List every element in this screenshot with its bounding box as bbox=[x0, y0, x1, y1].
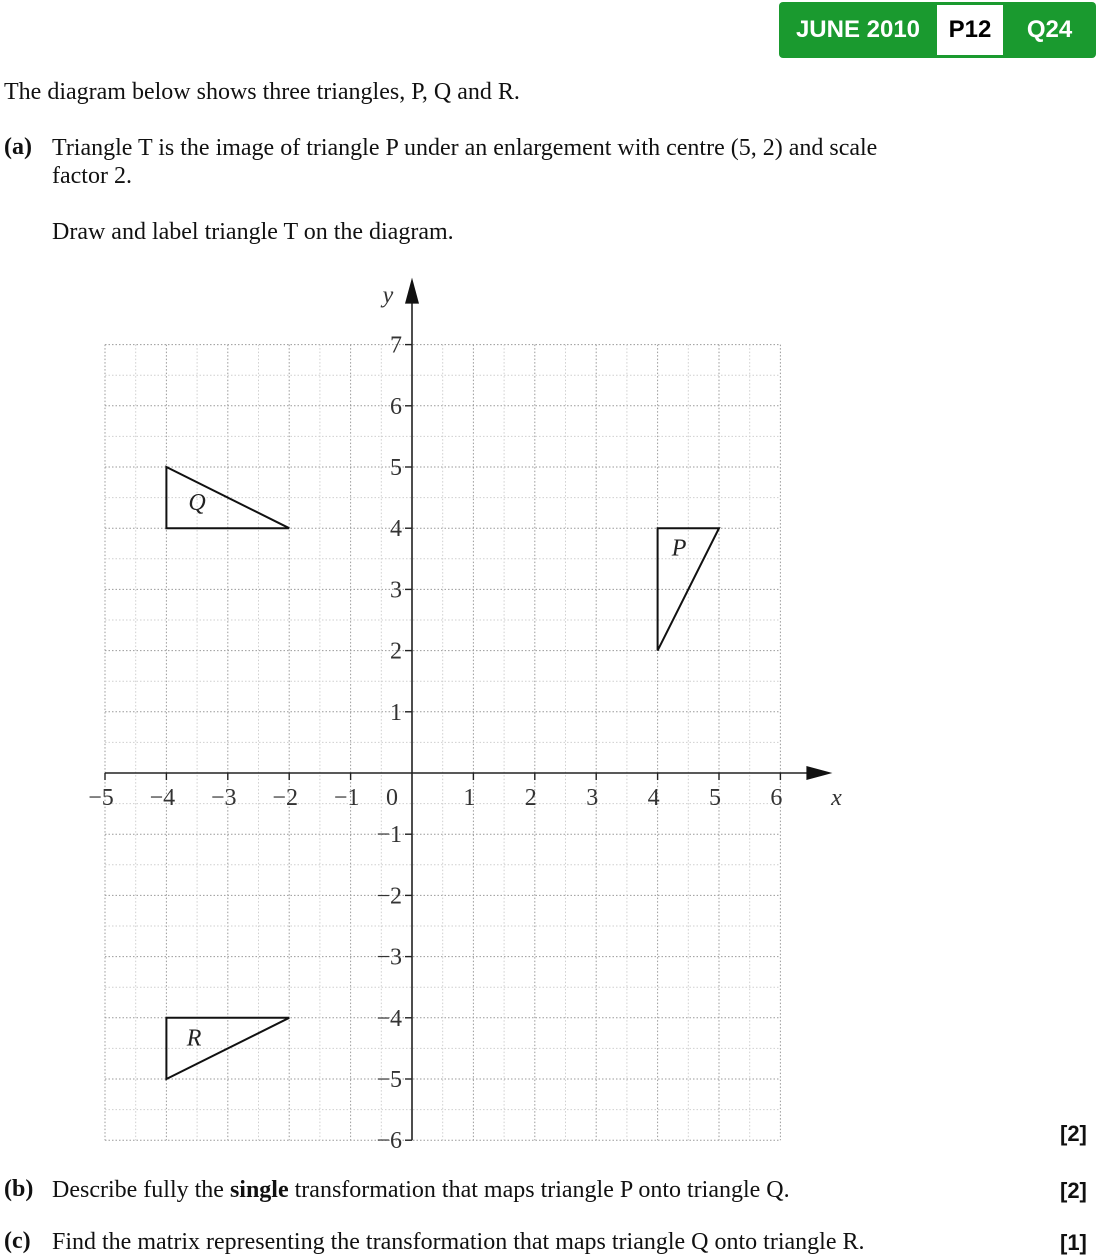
part-b-text-post: transformation that maps triangle P onto triangle Q. bbox=[294, 1177, 790, 1203]
part-b-text-bold: single bbox=[229, 1177, 289, 1203]
y-tick-label: −3 bbox=[376, 944, 402, 971]
triangle-p-label: P bbox=[671, 535, 687, 562]
part-b-marks: [2] bbox=[1060, 1178, 1087, 1203]
x-tick-label: −2 bbox=[272, 785, 298, 811]
y-tick-label: 1 bbox=[390, 699, 402, 726]
grid-lines bbox=[105, 345, 783, 1141]
part-a-line1: Triangle T is the image of triangle P under an enlargement with centre (5, 2) and scale bbox=[52, 135, 878, 161]
part-b-label: (b) bbox=[4, 1176, 34, 1202]
y-tick-label: −2 bbox=[376, 883, 402, 910]
part-b-text bbox=[52, 1176, 790, 1204]
x-tick-label: 4 bbox=[647, 785, 660, 811]
exam-date: JUNE 2010 bbox=[795, 16, 921, 43]
question-number: Q24 bbox=[1026, 16, 1073, 43]
x-tick-label: 1 bbox=[463, 785, 476, 811]
y-tick-label: 4 bbox=[390, 516, 402, 543]
y-tick-label: 6 bbox=[390, 393, 402, 420]
x-tick-label: 3 bbox=[586, 785, 599, 811]
intro-text: The diagram below shows three triangles, P, Q and R. bbox=[4, 79, 520, 105]
part-b-text-pre: Describe fully the bbox=[52, 1177, 224, 1203]
part-a-label: (a) bbox=[4, 134, 32, 160]
y-axis-label: y bbox=[382, 282, 394, 309]
y-tick-label: 2 bbox=[390, 638, 402, 665]
y-tick-label: −1 bbox=[376, 822, 402, 849]
part-a-instruction: Draw and label triangle T on the diagram. bbox=[52, 219, 454, 245]
y-tick-label: 7 bbox=[390, 332, 402, 359]
part-c-marks: [1] bbox=[1060, 1230, 1087, 1255]
x-tick-label: −5 bbox=[88, 785, 114, 811]
x-tick-label: −1 bbox=[333, 785, 360, 811]
y-axis-arrow bbox=[405, 278, 419, 304]
part-a-line2: factor 2. bbox=[52, 163, 132, 189]
x-tick-label: 0 bbox=[386, 785, 398, 811]
y-tick-label: −6 bbox=[376, 1128, 402, 1155]
y-tick-label: 3 bbox=[390, 577, 402, 604]
part-a-marks: [2] bbox=[1060, 1121, 1087, 1146]
x-tick-label: −3 bbox=[211, 785, 237, 811]
x-tick-label: −4 bbox=[149, 785, 176, 811]
part-c-label: (c) bbox=[4, 1228, 31, 1254]
x-tick-label: 6 bbox=[770, 785, 783, 811]
paper-number: P12 bbox=[937, 5, 1003, 55]
triangle-q-label: Q bbox=[188, 489, 206, 516]
x-tick-label: 2 bbox=[524, 785, 537, 811]
y-tick-label: −5 bbox=[376, 1067, 402, 1093]
y-tick-label: 5 bbox=[390, 455, 402, 481]
x-tick-label: 5 bbox=[709, 785, 721, 811]
x-axis-label: x bbox=[831, 785, 842, 811]
triangle-r-label: R bbox=[186, 1025, 202, 1052]
part-c-text: Find the matrix representing the transformation that maps triangle Q onto triangle R. bbox=[52, 1229, 865, 1255]
y-tick-label: −4 bbox=[376, 1005, 402, 1032]
x-axis-arrow bbox=[806, 766, 832, 780]
